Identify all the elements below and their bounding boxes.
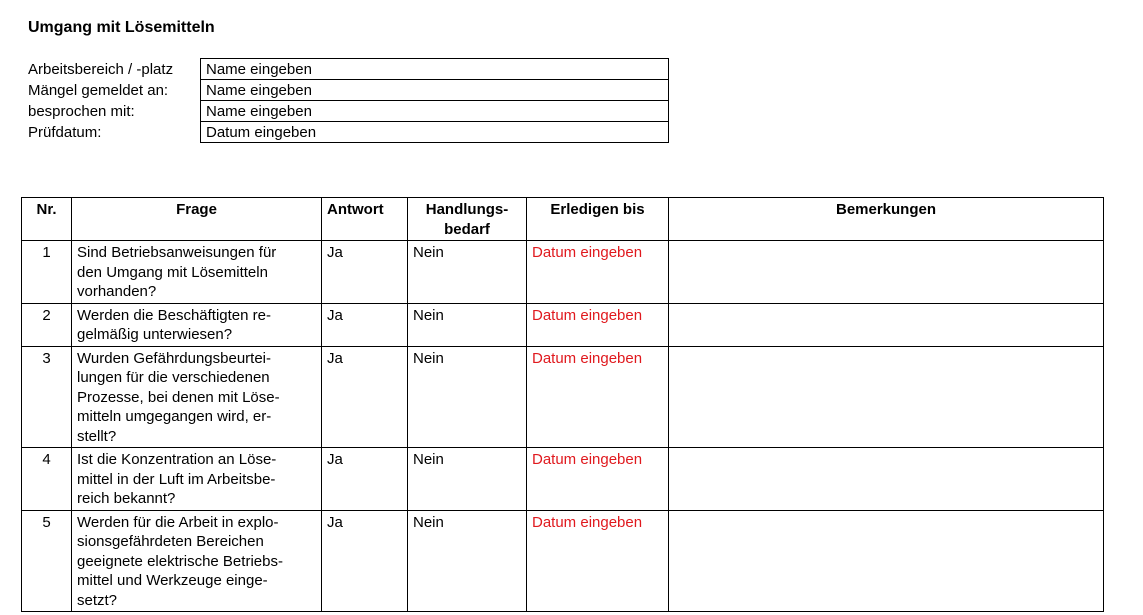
- info-row-besprochen: [28, 101, 669, 122]
- action-needed-select[interactable]: Nein: [408, 448, 527, 511]
- action-needed-select[interactable]: Nein: [408, 510, 527, 612]
- action-needed-select[interactable]: Nein: [408, 346, 527, 448]
- header-handlungsbedarf: Handlungs- bedarf: [408, 198, 527, 241]
- remarks-field[interactable]: [669, 303, 1104, 346]
- info-label: besprochen mit:: [28, 102, 135, 120]
- table-row: [22, 346, 1104, 448]
- besprochen-mit-field[interactable]: Name eingeben: [201, 101, 669, 122]
- remarks-field[interactable]: [669, 510, 1104, 612]
- header-erledigen-bis: Erledigen bis: [527, 198, 669, 241]
- action-needed-select[interactable]: Nein: [408, 241, 527, 304]
- table-row: [22, 448, 1104, 511]
- due-date-field[interactable]: Datum eingeben: [527, 303, 669, 346]
- info-table: [28, 58, 669, 143]
- table-row: [22, 303, 1104, 346]
- due-date-field[interactable]: Datum eingeben: [527, 448, 669, 511]
- remarks-field[interactable]: [669, 346, 1104, 448]
- checklist-table: [21, 197, 1104, 612]
- row-question: Wurden Gefährdungsbeurtei- lungen für die verschiedenen Prozesse, bei denen mit Löse- mitteln umgegangen wird, er- stellt?: [72, 346, 322, 448]
- due-date-field[interactable]: Datum eingeben: [527, 241, 669, 304]
- table-row: [22, 510, 1104, 612]
- action-needed-select[interactable]: Nein: [408, 303, 527, 346]
- table-header-row: [22, 198, 1104, 241]
- header-bemerkungen: Bemerkungen: [669, 198, 1104, 241]
- remarks-field[interactable]: [669, 448, 1104, 511]
- info-row-arbeitsbereich: [28, 59, 669, 80]
- answer-select[interactable]: Ja: [322, 448, 408, 511]
- answer-select[interactable]: Ja: [322, 241, 408, 304]
- remarks-field[interactable]: [669, 241, 1104, 304]
- info-row-maengel: [28, 80, 669, 101]
- due-date-field[interactable]: Datum eingeben: [527, 346, 669, 448]
- table-row: [22, 241, 1104, 304]
- header-nr: Nr.: [22, 198, 72, 241]
- row-question: Sind Betriebsanweisungen für den Umgang mit Lösemitteln vorhanden?: [72, 241, 322, 304]
- header-antwort: Antwort: [322, 198, 408, 241]
- arbeitsbereich-field[interactable]: Name eingeben: [201, 59, 669, 80]
- row-number: 5: [22, 510, 72, 612]
- answer-select[interactable]: Ja: [322, 346, 408, 448]
- answer-select[interactable]: Ja: [322, 510, 408, 612]
- row-number: 2: [22, 303, 72, 346]
- info-row-pruefdatum: [28, 122, 669, 143]
- row-number: 1: [22, 241, 72, 304]
- header-frage: Frage: [72, 198, 322, 241]
- row-number: 3: [22, 346, 72, 448]
- page-title: Umgang mit Lösemitteln: [28, 19, 215, 36]
- due-date-field[interactable]: Datum eingeben: [527, 510, 669, 612]
- info-label: Prüfdatum:: [28, 123, 102, 141]
- row-number: 4: [22, 448, 72, 511]
- row-question: Werden für die Arbeit in explo- sionsgefährdeten Bereichen geeignete elektrische Betriebs- mittel und Werkzeuge einge- setzt?: [72, 510, 322, 612]
- pruefdatum-field[interactable]: Datum eingeben: [201, 122, 669, 143]
- row-question: Werden die Beschäftigten re- gelmäßig unterwiesen?: [72, 303, 322, 346]
- info-label: Mängel gemeldet an:: [28, 81, 169, 99]
- row-question: Ist die Konzentration an Löse- mittel in der Luft im Arbeitsbe- reich bekannt?: [72, 448, 322, 511]
- answer-select[interactable]: Ja: [322, 303, 408, 346]
- maengel-gemeldet-field[interactable]: Name eingeben: [201, 80, 669, 101]
- info-label: Arbeitsbereich / -platz: [28, 60, 174, 78]
